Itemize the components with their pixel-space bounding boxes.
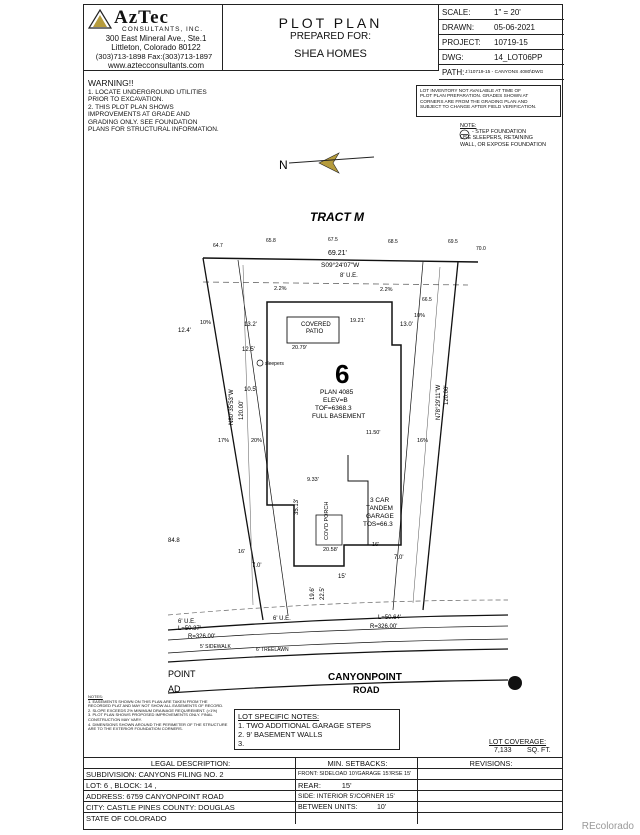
- street-name: POINT: [168, 669, 196, 679]
- left-setback-line: [238, 260, 288, 615]
- dimension: 84.8: [168, 538, 180, 544]
- warning-line: IMPROVEMENTS AT GRADE AND: [88, 111, 190, 119]
- patio-label: COVERED: [301, 322, 331, 328]
- curve-radius: R=326.00': [188, 634, 216, 640]
- curve-length: L=50.37': [178, 626, 202, 632]
- slope-label: 10%: [200, 320, 212, 326]
- dimension: 12.5': [242, 347, 255, 353]
- company-sub: CONSULTANTS, INC.: [122, 26, 204, 33]
- legal-header: LEGAL DESCRIPTION:: [84, 758, 296, 769]
- dimension: 35.13': [294, 498, 300, 515]
- lot-note: 2. 9' BASEMENT WALLS: [238, 730, 323, 739]
- slope-label: 2.2%: [274, 286, 287, 292]
- dimension: 13.2': [244, 322, 257, 328]
- north-label: N: [279, 158, 288, 172]
- path-label: PATH:: [442, 68, 465, 77]
- fire-hydrant-icon: [508, 676, 522, 690]
- step-note-line: - STEP FOUNDATION: [472, 129, 527, 136]
- coverage-unit: SQ. FT.: [527, 747, 551, 754]
- grade-elev: 66.5: [422, 297, 432, 303]
- company-block: [84, 5, 223, 71]
- garage-label: TANDEM: [366, 505, 393, 512]
- info-block: [439, 5, 564, 80]
- lot-notes-title: LOT SPECIFIC NOTES:: [238, 712, 320, 721]
- step-foundation-icon: [257, 360, 263, 366]
- notes-title: NOTES:: [88, 694, 103, 699]
- warning-title: WARNING!!: [88, 78, 134, 88]
- note-item: 4. DIMENSIONS SHOWN AROUND THE PERIMETER OF THE STRUCTURE ARE TO THE EXTERIOR FOUNDATION CORNERS.: [88, 721, 228, 732]
- street-name: CANYONPOINT: [328, 672, 402, 683]
- slope-label: 20%: [251, 438, 263, 444]
- warning-note: [88, 79, 238, 134]
- company-address2: Littleton, Colorado 80122: [111, 43, 201, 52]
- coverage-label: LOT COVERAGE:: [489, 739, 547, 746]
- slope-label: 2.2%: [380, 287, 393, 293]
- front-easement: 6' U.E.: [273, 616, 291, 622]
- company-phone: (303)713-1898 Fax:(303)713-1897: [95, 52, 213, 61]
- grade-elev: 64.7: [213, 243, 223, 249]
- plan-basement: FULL BASEMENT: [312, 413, 366, 420]
- dimension: 16': [372, 542, 380, 548]
- setback-between: BETWEEN UNITS: 10': [296, 802, 418, 813]
- grade-elev: 67.5: [328, 237, 338, 243]
- street-name: ROAD: [353, 685, 380, 695]
- revisions-header: REVISIONS:: [418, 758, 562, 769]
- warning-line: PRIOR TO EXCAVATION.: [88, 96, 164, 104]
- company-web[interactable]: www.aztecconsultants.com: [107, 61, 205, 70]
- path-value: J:\10719-15 - CANYONS 4080\DWG: [465, 70, 544, 75]
- north-arrow-icon: [279, 147, 379, 177]
- drawn-label: DRAWN:: [442, 23, 475, 32]
- step-note-line: WALL, OR EXPOSE FOUNDATION: [460, 141, 546, 148]
- legal-address: ADDRESS: 6759 CANYONPOINT ROAD: [84, 791, 296, 802]
- prepared-for-label: PREPARED FOR:: [290, 31, 371, 42]
- project-label: PROJECT:: [442, 38, 481, 47]
- dimension: 7.0': [394, 555, 404, 561]
- dimension: 11.50': [366, 430, 381, 436]
- step-note-title: NOTE:: [460, 123, 477, 129]
- page-title: PLOT PLAN: [278, 15, 383, 31]
- title-block: [223, 5, 439, 71]
- front-easement: 6' U.E.: [178, 619, 196, 625]
- plan-name: PLAN 4085: [320, 389, 354, 396]
- front-lot-line: [168, 615, 508, 630]
- coverage-value: 7,133: [494, 747, 512, 754]
- lot-number: 6: [335, 359, 350, 389]
- plan-tof: TOF=6368.3: [315, 405, 352, 412]
- scale-value: 1" = 20': [494, 8, 521, 17]
- dimension: 20.79': [292, 345, 307, 351]
- note-item: 2. SLOPE EXCEEDS 2% MINIMUM DRAINAGE REQUIREMENT. (>1%): [88, 707, 218, 713]
- grade-elev: 69.5: [448, 239, 458, 245]
- sidewalk-line: [168, 626, 508, 640]
- project-value: 10719-15: [494, 38, 528, 47]
- company-address1: 300 East Mineral Ave., Ste.1: [105, 34, 207, 43]
- lot-note: 1. TWO ADDITIONAL GARAGE STEPS: [238, 721, 371, 730]
- site-plan-drawing: [168, 205, 564, 705]
- project-row: [439, 35, 564, 50]
- dimension: 10.5': [244, 387, 257, 393]
- inventory-line: PLOT PLAN PREPARATION. GRADES SHOWN AT: [420, 93, 529, 99]
- warning-line: PLANS FOR STRUCTURAL INFORMATION.: [88, 126, 219, 134]
- client-name: SHEA HOMES: [294, 48, 367, 60]
- legal-state: STATE OF COLORADO: [84, 813, 296, 824]
- rear-easement: 8' U.E.: [340, 273, 358, 279]
- note-item: 3. PLOT PLAN SHOWS PROPOSED IMPROVEMENTS ONLY. FINAL CONSTRUCTION MAY VARY.: [88, 712, 213, 722]
- curve-radius: R=326.00': [370, 624, 398, 630]
- sidewalk-label: 5' SIDEWALK: [200, 644, 231, 650]
- dimension: 9.33': [307, 477, 319, 483]
- note-item: 1. EASEMENTS SHOWN ON THIS PLAN ARE TAKEN FROM THE RECORDED PLAT AND MAY NOT SHOW ALL EASEMENTS OF RECORD.: [88, 698, 224, 709]
- treelawn-label: 6' TREELAWN: [256, 647, 289, 653]
- revision-row: [418, 769, 562, 780]
- legal-city: CITY: CASTLE PINES COUNTY: DOUGLAS: [84, 802, 296, 813]
- path-row: [439, 65, 564, 80]
- dwg-row: [439, 50, 564, 65]
- right-length: 120.00': [444, 385, 450, 405]
- scale-label: SCALE:: [442, 8, 471, 17]
- garage-wall: [348, 455, 368, 545]
- dimension: 19.21': [350, 318, 365, 324]
- lot-specific-notes: [234, 709, 400, 750]
- dimension: 19.6': [310, 587, 316, 600]
- front-easement-line: [168, 600, 508, 615]
- legal-subdivision: SUBDIVISION: CANYONS FILING NO. 2: [84, 769, 296, 780]
- inventory-line: LOT INVENTORY NOT AVAILABLE AT TIME OF: [420, 88, 521, 93]
- scale-row: [439, 5, 564, 20]
- dimension: 13.0': [400, 322, 413, 328]
- revision-row: [418, 780, 562, 791]
- plot-plan-sheet: [83, 4, 563, 830]
- dimension: 15': [338, 574, 346, 580]
- warning-line: 1. LOCATE UNDERGROUND UTILITIES: [88, 88, 207, 96]
- grade-elev: 68.5: [388, 239, 398, 245]
- drawn-row: [439, 20, 564, 35]
- garage-label: GARAGE: [366, 513, 394, 520]
- aztec-logo-icon: [88, 9, 112, 29]
- step-foundation-note: [460, 123, 562, 148]
- slope-label: 10%: [414, 313, 426, 319]
- garage-tos: TOS=66.3: [363, 521, 393, 528]
- rear-easement-line: [203, 282, 468, 285]
- sleepers-label: sleepers: [265, 361, 284, 367]
- setback-rear: REAR: 15': [296, 780, 418, 791]
- warning-line: 2. THIS PLOT PLAN SHOWS: [88, 103, 174, 111]
- plan-elev: ELEV=B: [323, 397, 348, 404]
- rear-bearing: S09°24'07"W: [321, 262, 360, 269]
- left-length: 120.00': [239, 400, 245, 420]
- slope-label: 17%: [218, 438, 230, 444]
- grade-elev: 70.0: [476, 246, 486, 252]
- tract-label: TRACT M: [310, 210, 364, 224]
- dimension: 22.5': [320, 587, 326, 600]
- warning-line: GRADING ONLY. SEE FOUNDATION: [88, 118, 198, 126]
- legal-table: [84, 757, 562, 830]
- drawn-value: 05-06-2021: [494, 23, 535, 32]
- garage-label: 3 CAR: [370, 497, 390, 504]
- curb-line: [168, 649, 508, 662]
- dwg-label: DWG:: [442, 53, 464, 62]
- watermark: REcolorado: [581, 821, 634, 832]
- porch-label: COV'D PORCH: [324, 501, 330, 540]
- revision-row: [418, 791, 562, 802]
- street-name: AD: [168, 684, 181, 694]
- setback-front: FRONT: SIDELOAD 10'/GARAGE 15'/RSE 15': [296, 769, 418, 780]
- inventory-line: SUBJECT TO CHANGE AFTER FIELD VERIFICATION.: [420, 104, 537, 110]
- dwg-value: 14_LOT06PP: [494, 53, 543, 62]
- setback-side: SIDE: INTERIOR 5'/CORNER 15': [296, 791, 418, 802]
- step-foundation-icon: [459, 129, 470, 140]
- legal-lot: LOT: 6 , BLOCK: 14 ,: [84, 780, 296, 791]
- left-bearing: N80°35'53"W: [229, 389, 235, 425]
- rear-width: 69.21': [328, 250, 347, 257]
- dimension: 20.58': [323, 547, 338, 553]
- inventory-note: [416, 85, 561, 117]
- setback-empty: [296, 813, 418, 824]
- setbacks-header: MIN. SETBACKS:: [296, 758, 418, 769]
- revision-row: [418, 802, 562, 813]
- company-name: AzTec: [114, 7, 169, 28]
- grade-elev: 65.8: [266, 238, 276, 244]
- curve-length: L=50.64': [378, 615, 402, 621]
- lot-note: 3.: [238, 739, 245, 748]
- dimension: 16': [238, 549, 246, 555]
- slope-label: 16%: [417, 438, 429, 444]
- step-note-line: USE SLEEPERS, RETAINING: [460, 135, 533, 142]
- general-notes: [88, 695, 228, 732]
- dimension: 7.0': [252, 563, 262, 569]
- inventory-line: CORNERS ARE FROM THE GRADING PLAN AND: [420, 98, 528, 104]
- patio-label: PATIO: [306, 329, 324, 335]
- dimension: 12.4': [178, 328, 191, 334]
- right-bearing: N78°29'11"W: [436, 384, 442, 420]
- right-lot-line: [423, 262, 458, 610]
